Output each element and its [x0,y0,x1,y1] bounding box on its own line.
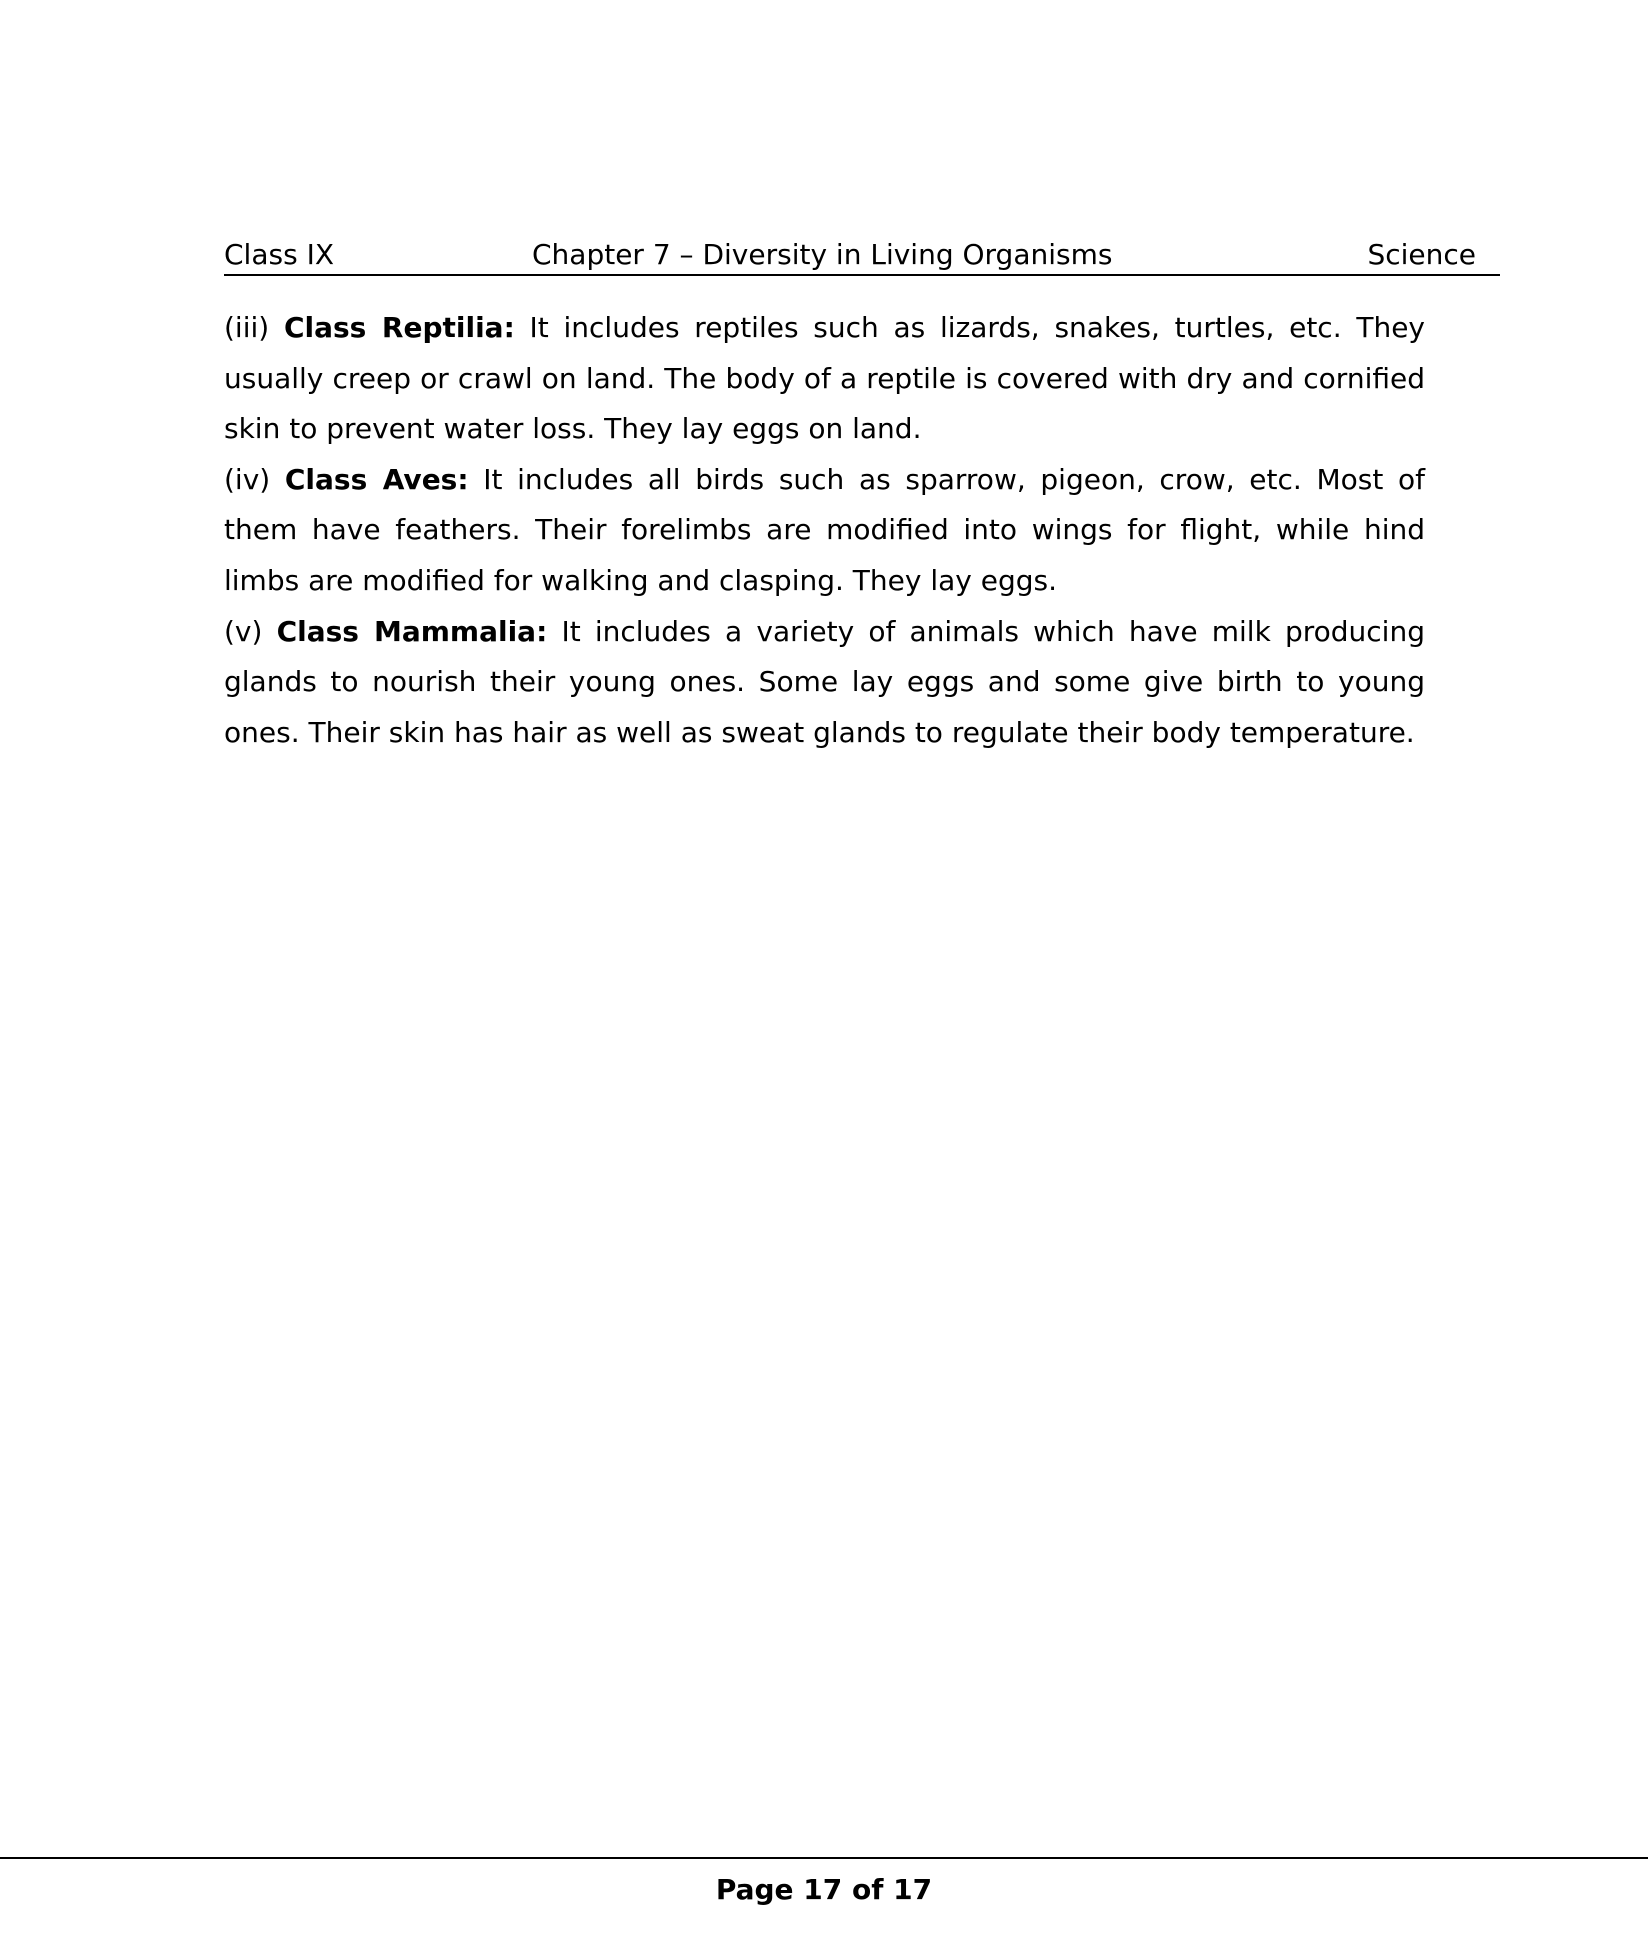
subject-label: Science [1367,238,1476,271]
section-number: (iii) [224,311,270,344]
section-number: (iv) [224,462,271,496]
section-mammalia [224,607,1425,759]
section-text: It includes reptiles such as lizards, snakes, turtles, etc. They usually creep or crawl on land. The body of a reptile is covered with dry and cornified skin to prevent water loss. They lay eggs on land. [224,311,1425,446]
footer-divider [0,1857,1648,1859]
page-content [224,303,1425,758]
section-text: It includes a variety of animals which have milk producing glands to nourish their young ones. Some lay eggs and some give birth to young ones. Their skin has hair as well as sweat glands to regulate their body temperature. [224,614,1425,749]
page-header [224,236,1500,276]
page-number: Page 17 of 17 [715,1873,933,1906]
chapter-title: Chapter 7 – Diversity in Living Organisms [532,238,1113,271]
section-reptilia [224,303,1425,455]
section-heading: Class Mammalia: [276,614,548,648]
section-text: It includes all birds such as sparrow, pigeon, crow, etc. Most of them have feathers. Their forelimbs are modified into wings for flight, while hind limbs are modified for walking and clasping. They lay eggs. [224,462,1425,597]
section-heading: Class Reptilia: [283,311,515,344]
section-heading: Class Aves: [284,462,469,496]
section-number: (v) [224,614,263,648]
section-aves [224,455,1425,607]
class-label: Class IX [224,238,335,271]
